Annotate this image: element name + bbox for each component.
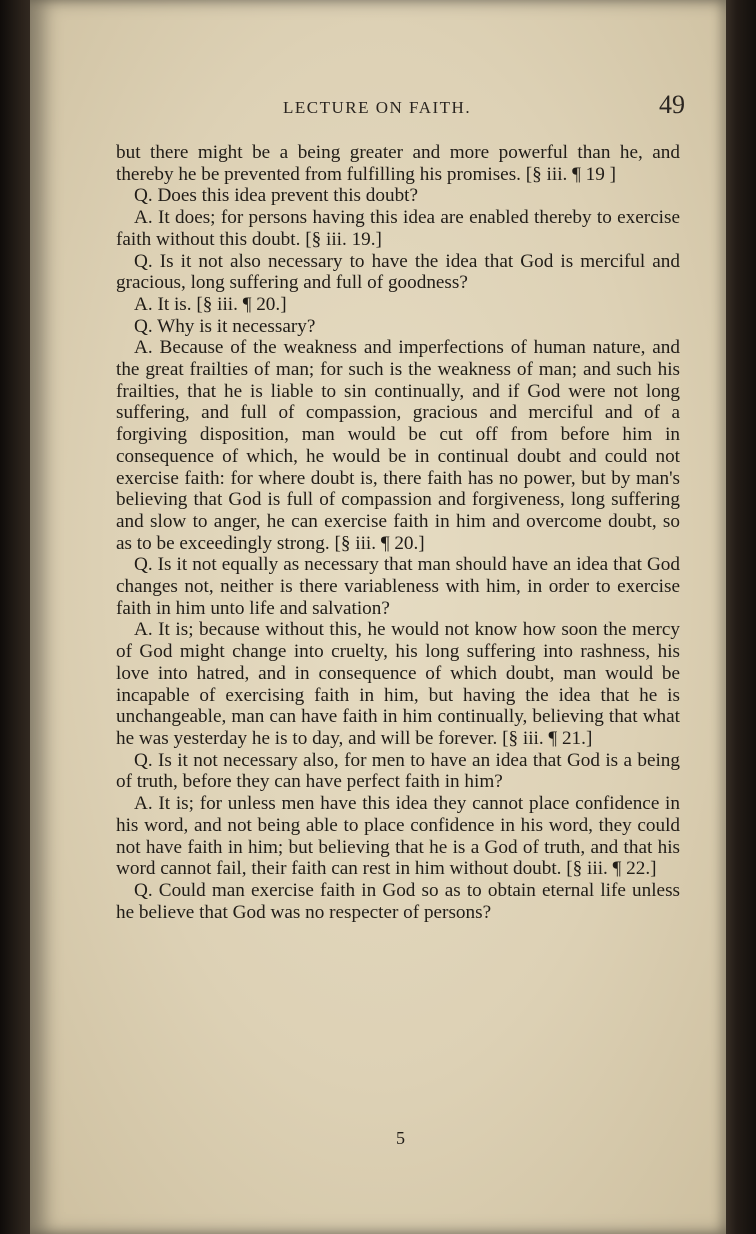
question: Q. Could man exercise faith in God so as to obtain eternal life unless he believe that God was no respecter of persons? — [116, 879, 680, 923]
question: Q. Is it not necessary also, for men to have an idea that God is a being of truth, before they can have perfect faith in him? — [116, 749, 680, 793]
paragraph: but there might be a being greater and more powerful than he, and thereby he be prevented from fulfilling his promises. [§ iii. ¶ 19 ] — [116, 142, 680, 185]
signature-mark: 5 — [396, 1128, 405, 1148]
answer: A. Because of the weakness and imperfections of human nature, and the great frailties of man; for such is the weakness of man; and such his frailties, that he is liable to sin continually, and if God were not long suffering, and full of compassion, gracious and merciful and of a forgiving disposition, man would be cut off from before him in consequence of which, he would be in continual doubt and could not exercise faith: for where doubt is, there faith has no power, but by man's believing that God is full of compassion and forgiveness, long suffering and slow to anger, he can exercise faith in him and overcome doubt, so as to be exceedingly strong. [§ iii. ¶ 20.] — [116, 337, 680, 554]
answer: A. It is; for unless men have this idea they cannot place confidence in his word, and not being able to place confidence in his word, they could not have faith in him; but believing that he is a God of truth, and that his word cannot fail, their faith can rest in him without doubt. [§ iii. ¶ 22.] — [116, 793, 680, 880]
answer: A. It is; because without this, he would not know how soon the mercy of God might change into cruelty, his long suffering into rashness, his love into hatred, and in consequence of which doubt, man would be incapable of exercising faith in him, but having the idea that he is unchangeable, man can have faith in him continually, believing that what he was yesterday he is to day, and will be forever. [§ iii. ¶ 21.] — [116, 619, 680, 749]
page-number: 49 — [659, 90, 685, 119]
answer: A. It is. [§ iii. ¶ 20.] — [134, 293, 287, 315]
body-text — [116, 142, 680, 923]
running-title: LECTURE ON FAITH. — [283, 98, 472, 117]
book-page — [30, 0, 726, 1234]
question: Q. Is it not equally as necessary that man should have an idea that God changes not, neither is there variableness with him, in order to exercise faith in him unto life and salvation? — [116, 554, 680, 619]
question: Q. Why is it necessary? — [134, 315, 316, 337]
question: Q. Does this idea prevent this doubt? — [134, 185, 419, 207]
answer: A. It does; for persons having this idea are enabled thereby to exercise faith without this doubt. [§ iii. 19.] — [116, 207, 680, 250]
question: Q. Is it not also necessary to have the idea that God is merciful and gracious, long suffering and full of goodness? — [116, 250, 680, 294]
page-header — [115, 90, 695, 122]
book-right-edge — [724, 0, 756, 1234]
